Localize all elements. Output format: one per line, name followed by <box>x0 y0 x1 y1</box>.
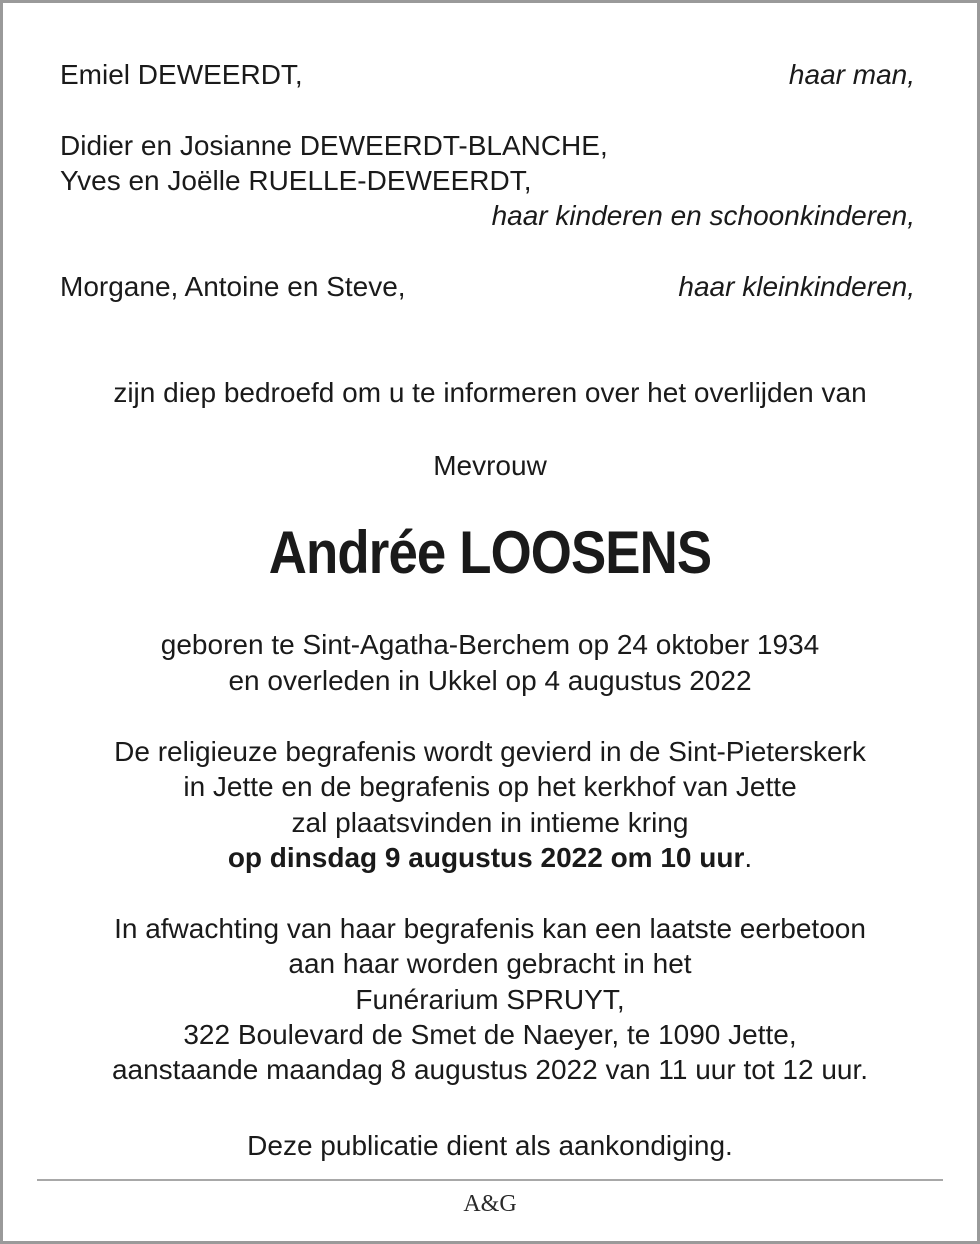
deceased-name: Andrée LOOSENS <box>268 519 712 586</box>
child-line-2: Yves en Joëlle RUELLE-DEWEERDT, <box>60 165 532 196</box>
publication-notice: Deze publicatie dient als aankondiging. <box>247 1130 733 1161</box>
death-line: en overleden in Ukkel op 4 augustus 2022 <box>228 665 752 696</box>
funeral-line-1: De religieuze begrafenis wordt gevierd in de Sint-Pieterskerk <box>114 736 866 767</box>
viewing-line-4: 322 Boulevard de Smet de Naeyer, te 1090 Jette, <box>183 1019 797 1050</box>
funeral-line-3: zal plaatsvinden in intieme kring <box>291 807 689 838</box>
viewing-line-2: aan haar worden gebracht in het <box>288 948 692 979</box>
grandchildren-names: Morgane, Antoine en Steve, <box>60 271 406 302</box>
viewing-line-5: aanstaande maandag 8 augustus 2022 van 11 uur tot 12 uur. <box>111 1054 869 1085</box>
funeral-line-2: in Jette en de begrafenis op het kerkhof van Jette <box>183 771 797 802</box>
birth-line: geboren te Sint-Agatha-Berchem op 24 oktober 1934 <box>160 629 820 660</box>
child-line-1: Didier en Josianne DEWEERDT-BLANCHE, <box>60 130 608 161</box>
intro-text: zijn diep bedroefd om u te informeren over het overlijden van <box>113 377 867 408</box>
husband-row <box>60 57 915 93</box>
funeral-datetime-line <box>3 840 977 876</box>
viewing-line-1: In afwachting van haar begrafenis kan een laatste eerbetoon <box>114 913 866 944</box>
footer-divider <box>37 1179 943 1181</box>
funeral-datetime: op dinsdag 9 augustus 2022 om 10 uur <box>227 842 745 873</box>
husband-relation: haar man, <box>788 59 915 90</box>
viewing-line-3: Funérarium SPRUYT, <box>355 984 625 1015</box>
husband-name: Emiel DEWEERDT, <box>60 59 303 90</box>
funeral-datetime-suffix: . <box>744 842 753 873</box>
children-relation: haar kinderen en schoonkinderen, <box>491 200 915 231</box>
grandchildren-relation: haar kleinkinderen, <box>678 271 915 302</box>
grandchildren-row <box>60 269 915 305</box>
honorific: Mevrouw <box>433 450 547 481</box>
publisher-logo: A&G <box>463 1191 517 1217</box>
